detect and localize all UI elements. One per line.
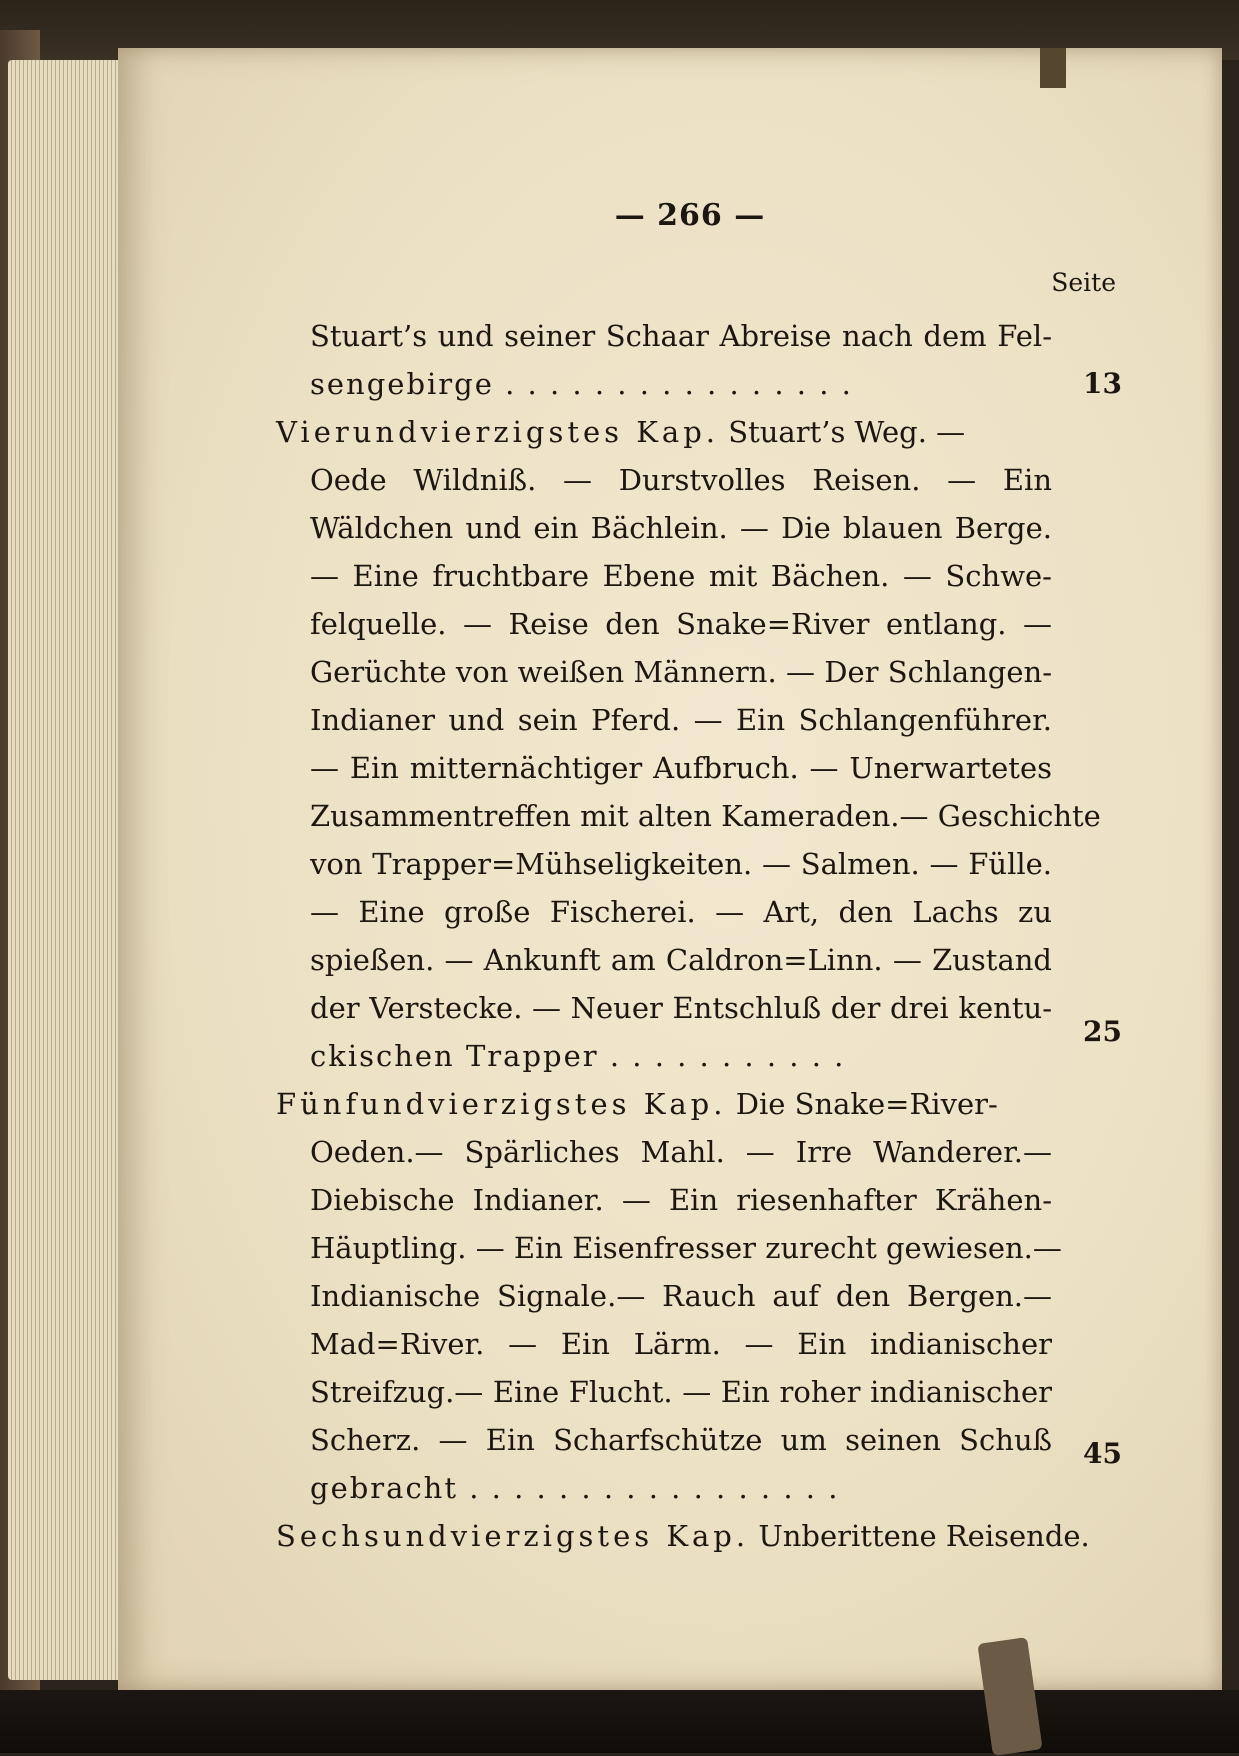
seite-column-label: Seite xyxy=(1051,268,1116,297)
toc-line: Streifzug.— Eine Flucht. — Ein roher indianischer xyxy=(310,1375,1052,1409)
toc-line: — Eine fruchtbare Ebene mit Bächen. — Schwe- xyxy=(310,559,1052,593)
toc-line: — Ein mitternächtiger Aufbruch. — Unerwartetes xyxy=(310,751,1052,785)
toc-line: — Eine große Fischerei. — Art, den Lachs zu xyxy=(310,895,1052,929)
toc-line: Mad=River. — Ein Lärm. — Ein indianischer xyxy=(310,1327,1052,1361)
toc-line: Häuptling. — Ein Eisenfresser zurecht gewiesen.— xyxy=(310,1231,1062,1265)
toc-line: Oede Wildniß. — Durstvolles Reisen. — Ein xyxy=(310,463,1052,497)
toc-line: Oeden.— Spärliches Mahl. — Irre Wanderer.— xyxy=(310,1135,1052,1169)
toc-line: spießen. — Ankunft am Caldron=Linn. — Zustand xyxy=(310,943,1052,977)
toc-line: Indianische Signale.— Rauch auf den Bergen.— xyxy=(310,1279,1052,1313)
toc-page-number: 25 xyxy=(1083,1015,1122,1048)
chapter-first-topics: Die Snake=River- xyxy=(735,1087,998,1121)
toc-line: Scherz. — Ein Scharfschütze um seinen Schuß xyxy=(310,1423,1052,1457)
chapter-heading-line xyxy=(276,410,1052,454)
toc-line: Wäldchen und ein Bächlein. — Die blauen Berge. xyxy=(310,511,1052,545)
toc-line: Diebische Indianer. — Ein riesenhafter Krähen- xyxy=(310,1183,1052,1217)
toc-line: felquelle. — Reise den Snake=River entlang. — xyxy=(310,607,1052,641)
chapter-title: Sechsundvierzigstes Kap. xyxy=(276,1519,750,1553)
running-head-page-number: — 266 — xyxy=(614,198,766,233)
toc-line: gebracht . . . . . . . . . . . . . . . . . xyxy=(310,1471,840,1505)
toc-line: ckischen Trapper . . . . . . . . . . . xyxy=(310,1039,846,1073)
toc-line: Gerüchte von weißen Männern. — Der Schlangen- xyxy=(310,655,1052,689)
toc-line: Indianer und sein Pferd. — Ein Schlangenführer. xyxy=(310,703,1052,737)
chapter-heading-line xyxy=(276,1082,1052,1126)
toc-line: Zusammentreffen mit alten Kameraden.— Geschichte xyxy=(310,799,1101,833)
chapter-title: Fünfundvierzigstes Kap. xyxy=(276,1087,727,1121)
toc-line: sengebirge . . . . . . . . . . . . . . . . xyxy=(310,367,853,401)
chapter-first-topics: Unberittene Reisende. xyxy=(758,1519,1090,1553)
chapter-first-topics: Stuart’s Weg. — xyxy=(728,415,966,449)
chapter-title: Vierundvierzigstes Kap. xyxy=(276,415,719,449)
toc-line: der Verstecke. — Neuer Entschluß der drei kentu- xyxy=(310,991,1052,1025)
toc-line: von Trapper=Mühseligkeiten. — Salmen. — Fülle. xyxy=(310,847,1052,881)
toc-page-number: 13 xyxy=(1083,367,1122,400)
chapter-heading-line xyxy=(276,1514,1090,1558)
toc-page-number: 45 xyxy=(1083,1437,1122,1470)
toc-line: Stuart’s und seiner Schaar Abreise nach dem Fel- xyxy=(310,319,1052,353)
